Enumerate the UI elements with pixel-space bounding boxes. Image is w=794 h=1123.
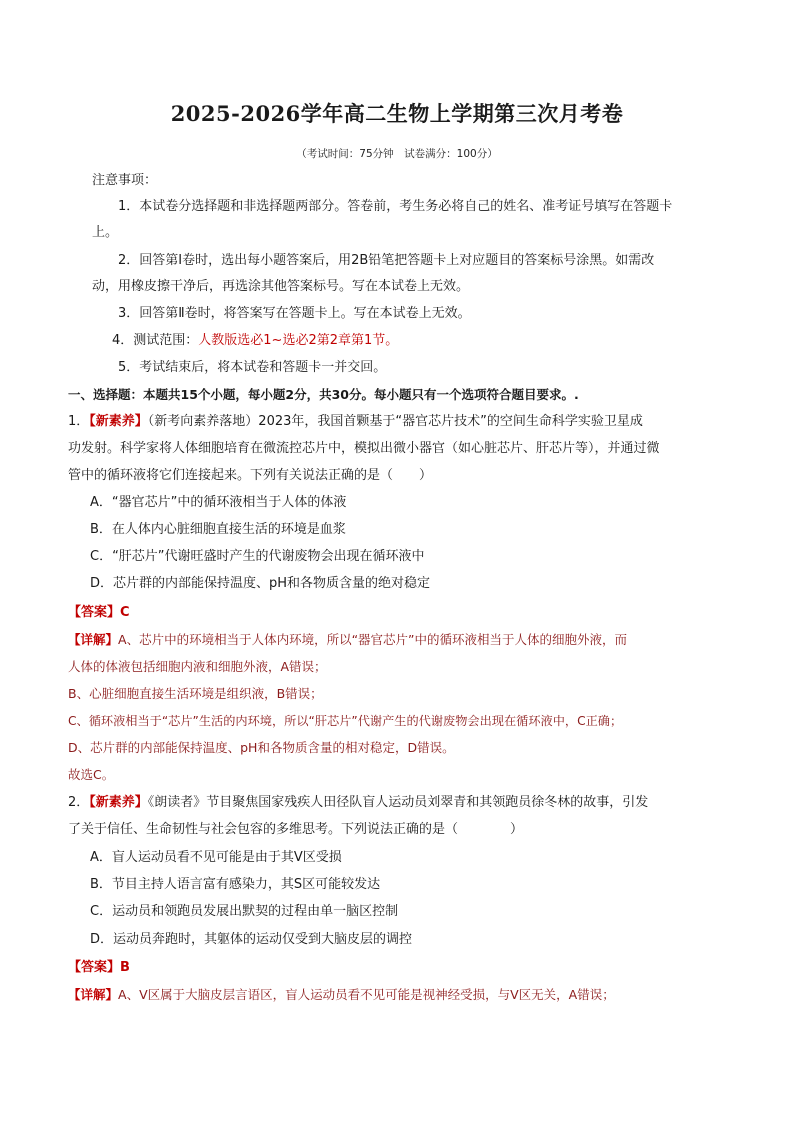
question-2-number: 2． xyxy=(68,795,90,810)
test-scope: 人教版选必1~选必2第2章第1节。 xyxy=(198,333,399,348)
question-1-detail-4: C、循环液相当于“芯片”生活的内环境，所以“肝芯片”代谢产生的代谢废物会出现在循环液中，C正确； xyxy=(68,714,623,728)
question-2-detail-label: 【详解】 xyxy=(68,987,119,1002)
question-2-option-b: B．节目主持人语言富有感染力，其S区可能较发达 xyxy=(90,877,381,892)
notice-item-1-cont: 上。 xyxy=(92,225,119,240)
notice-item-2-cont: 动，用橡皮擦干净后，再选涂其他答案标号。写在本试卷上无效。 xyxy=(92,279,470,294)
question-1-option-d: D．芯片群的内部能保持温度、pH和各物质含量的绝对稳定 xyxy=(90,576,431,591)
question-1-option-b: B．在人体内心脏细胞直接生活的环境是血浆 xyxy=(90,522,346,537)
question-1-line-3: 管中的循环液将它们连接起来。下列有关说法正确的是（ ） xyxy=(68,468,433,483)
question-1-option-a: A．“器官芯片”中的循环液相当于人体的体液 xyxy=(90,495,347,510)
question-2-detail-1 xyxy=(68,986,615,1004)
notice-item-3: 3．回答第Ⅱ卷时，将答案写在答题卡上。写在本试卷上无效。 xyxy=(118,306,471,321)
question-1-detail-3: B、心脏细胞直接生活环境是组织液，B错误； xyxy=(68,686,323,701)
question-1-tag: 【新素养】 xyxy=(89,414,148,429)
notice-item-1: 1．本试卷分选择题和非选择题两部分。答卷前，考生务必将自己的姓名、准考证号填写在答题卡 xyxy=(118,199,673,214)
question-1-detail-1 xyxy=(68,631,627,649)
notice-item-5: 5．考试结束后，将本试卷和答题卡一并交回。 xyxy=(118,360,387,375)
notice-item-4 xyxy=(112,332,398,350)
exam-info: （考试时间：75分钟 试卷满分：100分） xyxy=(296,148,498,160)
question-2-option-d: D．运动员奔跑时，其躯体的运动仅受到大脑皮层的调控 xyxy=(90,932,413,947)
question-1-option-c: C．“肝芯片”代谢旺盛时产生的代谢废物会出现在循环液中 xyxy=(90,549,425,564)
question-2-detail-text-1: A、V区属于大脑皮层言语区，盲人运动员看不见可能是视神经受损，与V区无关，A错误； xyxy=(118,987,615,1002)
question-2-stem xyxy=(68,794,648,812)
question-1-answer: 【答案】C xyxy=(68,605,130,620)
question-2-option-c: C．运动员和领跑员发展出默契的过程由单一脑区控制 xyxy=(90,904,399,919)
question-2-tag: 【新素养】 xyxy=(89,795,148,810)
notice-heading: 注意事项： xyxy=(92,173,158,188)
question-1-detail-5: D、芯片群的内部能保持温度、pH和各物质含量的相对稳定，D错误。 xyxy=(68,740,455,755)
notice-item-2: 2．回答第Ⅰ卷时，选出每小题答案后，用2B铅笔把答题卡上对应题目的答案标号涂黑。如需改 xyxy=(118,253,655,268)
question-2-option-a: A．盲人运动员看不见可能是由于其V区受损 xyxy=(90,850,342,865)
question-1-line-2: 功发射。科学家将人体细胞培育在微流控芯片中，模拟出微小器官（如心脏芯片、肝芯片等），并通过微 xyxy=(68,441,660,456)
question-1-stem xyxy=(68,413,643,431)
question-2-line-1: 《朗读者》节目聚焦国家残疾人田径队盲人运动员刘翠青和其领跑员徐冬林的故事，引发 xyxy=(147,795,649,810)
notice-item-4-prefix: 4．测试范围： xyxy=(112,333,199,348)
question-1-conclusion: 故选C。 xyxy=(68,767,115,782)
question-1-detail-text-1: A、芯片中的环境相当于人体内环境，所以“器官芯片”中的循环液相当于人体的细胞外液，而 xyxy=(118,632,628,647)
question-1-number: 1． xyxy=(68,414,90,429)
question-1-line-1: （新考向素养落地）2023年，我国首颗基于“器官芯片技术”的空间生命科学实验卫星成 xyxy=(147,414,643,429)
question-2-answer: 【答案】B xyxy=(68,960,130,975)
question-2-line-2: 了关于信任、生命韧性与社会包容的多维思考。下列说法正确的是（ ） xyxy=(68,822,524,837)
question-1-detail-label: 【详解】 xyxy=(68,632,119,647)
page-title: 2025-2026学年高二生物上学期第三次月考卷 xyxy=(170,101,624,126)
section-heading: 一、选择题：本题共15个小题，每小题2分，共30分。每小题只有一个选项符合题目要求。. xyxy=(68,387,579,402)
question-1-detail-2: 人体的体液包括细胞内液和细胞外液，A错误； xyxy=(68,659,327,674)
